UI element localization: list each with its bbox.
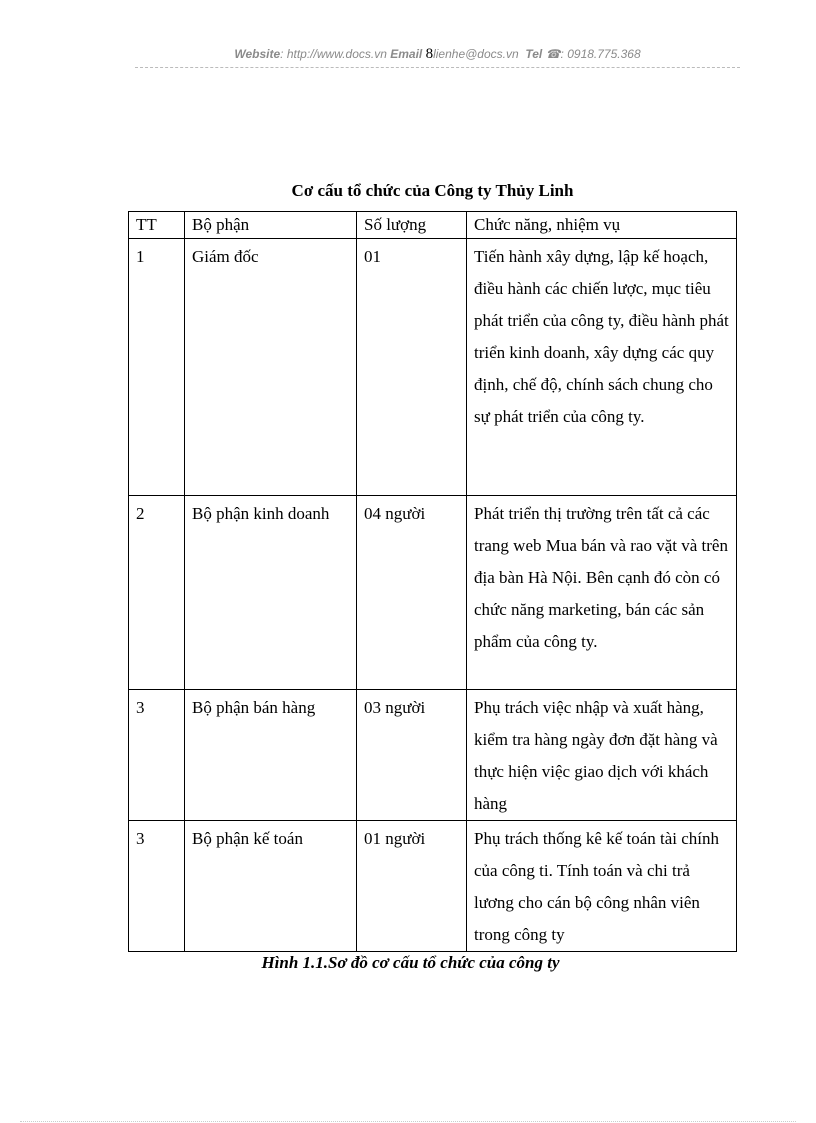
document-title: Cơ cấu tổ chức của Công ty Thủy Linh	[291, 181, 574, 200]
cell-chuc-nang: Phụ trách việc nhập và xuất hàng, kiểm tra hàng ngày đơn đặt hàng và thực hiện việc giao dịch với khách hàng	[467, 690, 737, 821]
footer-divider	[20, 1121, 796, 1122]
table-row	[129, 239, 737, 496]
cell-chuc-nang: Phụ trách thống kê kế toán tài chính của công ti. Tính toán và chi trả lương cho cán bộ công nhân viên trong công ty	[467, 821, 737, 952]
header-tt: TT	[129, 212, 185, 239]
header-bo-phan: Bộ phận	[185, 212, 357, 239]
website-label: Website	[234, 47, 281, 61]
cell-so-luong: 03 người	[357, 690, 467, 821]
table-row	[129, 821, 737, 952]
header-so-luong: Số lượng	[357, 212, 467, 239]
cell-so-luong: 01	[357, 239, 467, 496]
cell-tt: 1	[129, 239, 185, 496]
cell-bo-phan: Bộ phận kinh doanh	[185, 496, 357, 690]
phone-icon: ☎	[545, 47, 561, 61]
header-divider	[135, 67, 740, 68]
cell-tt: 2	[129, 496, 185, 690]
cell-so-luong: 04 người	[357, 496, 467, 690]
cell-bo-phan: Bộ phận kế toán	[185, 821, 357, 952]
tel-value: : 0918.775.368	[560, 47, 641, 61]
figure-caption: Hình 1.1.Sơ đồ cơ cấu tổ chức của công ty	[261, 953, 560, 972]
page-number: 8	[425, 46, 434, 62]
email-label: Email	[390, 47, 423, 61]
cell-bo-phan: Giám đốc	[185, 239, 357, 496]
page-header	[135, 46, 740, 68]
table-header-row	[129, 212, 737, 239]
table-row	[129, 690, 737, 821]
email-value: lienhe@docs.vn	[433, 47, 519, 61]
cell-so-luong: 01 người	[357, 821, 467, 952]
cell-tt: 3	[129, 690, 185, 821]
cell-chuc-nang: Tiến hành xây dựng, lập kế hoạch, điều hành các chiến lược, mục tiêu phát triển của công ty, điều hành phát triển kinh doanh, xây dựng các quy định, chế độ, chính sách chung cho sự phát triển của công ty.	[467, 239, 737, 496]
website-value: : http://www.docs.vn	[280, 47, 387, 61]
cell-bo-phan: Bộ phận bán hàng	[185, 690, 357, 821]
table-row	[129, 496, 737, 690]
tel-label: Tel	[525, 47, 543, 61]
org-structure-table	[128, 211, 737, 952]
cell-chuc-nang: Phát triển thị trường trên tất cả các trang web Mua bán và rao vặt và trên địa bàn Hà Nội. Bên cạnh đó còn có chức năng marketing, bán các sản phẩm của công ty.	[467, 496, 737, 690]
header-chuc-nang: Chức năng, nhiệm vụ	[467, 212, 737, 239]
cell-tt: 3	[129, 821, 185, 952]
